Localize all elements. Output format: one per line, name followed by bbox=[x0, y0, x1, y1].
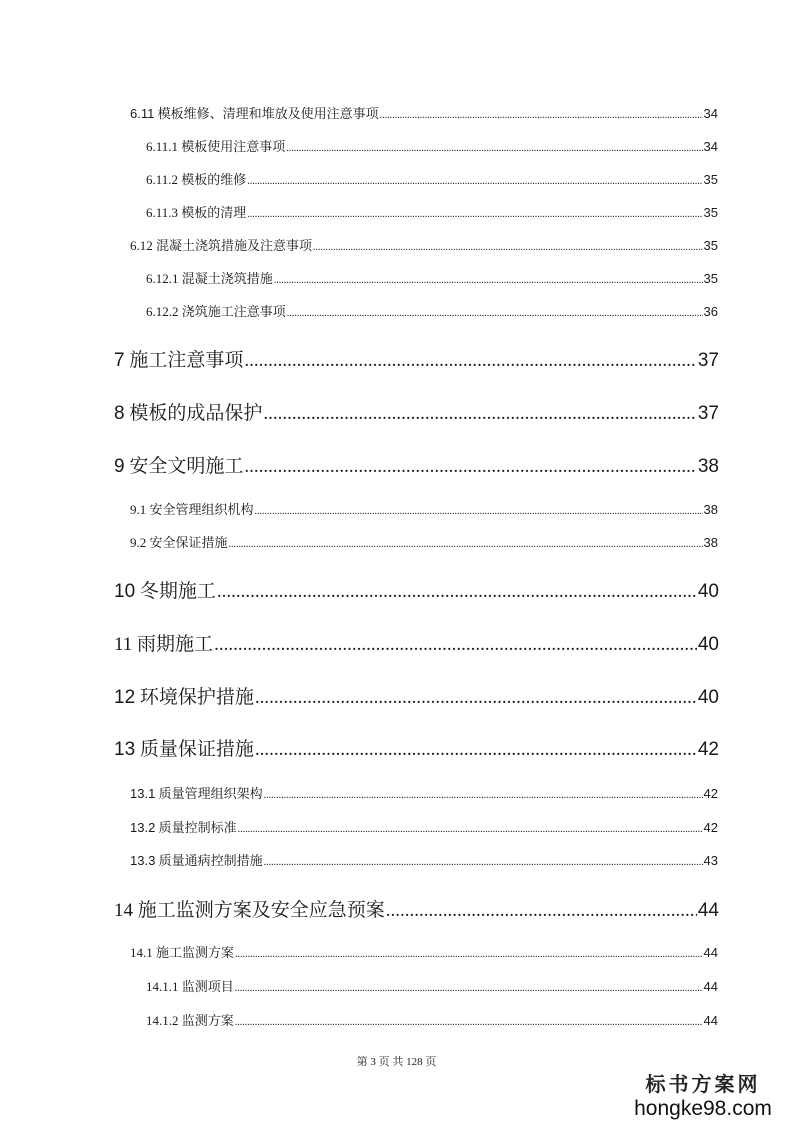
leader-dots bbox=[229, 535, 703, 551]
leader-dots bbox=[217, 581, 697, 603]
toc-entry-title: 冬期施工 bbox=[139, 581, 216, 602]
watermark-brand: 标书方案网 bbox=[645, 1074, 761, 1096]
toc-entry-title: 监测方案 bbox=[181, 1013, 234, 1028]
toc-entry[interactable] bbox=[114, 734, 719, 761]
toc-entry-page: 38 bbox=[697, 456, 719, 477]
toc-entry-number: 13.3 bbox=[130, 853, 156, 868]
toc-entry-page: 42 bbox=[703, 786, 718, 801]
toc-entry-number: 6.12.1 bbox=[146, 271, 179, 286]
toc-entry[interactable] bbox=[130, 235, 718, 254]
toc-entry[interactable] bbox=[114, 345, 719, 372]
site-watermark bbox=[623, 1068, 783, 1121]
toc-entry[interactable] bbox=[130, 103, 718, 122]
toc-entry-title: 模板的维修 bbox=[181, 172, 247, 187]
toc-entry[interactable] bbox=[114, 629, 719, 656]
toc-entry-title: 浇筑施工注意事项 bbox=[181, 304, 286, 319]
leader-dots bbox=[386, 900, 697, 922]
leader-dots bbox=[235, 945, 703, 961]
leader-dots bbox=[264, 786, 703, 802]
toc-entry-page: 38 bbox=[703, 535, 718, 550]
toc-entry[interactable] bbox=[114, 451, 719, 478]
toc-entry-title: 安全文明施工 bbox=[129, 456, 244, 477]
toc-entry-page: 43 bbox=[703, 853, 718, 868]
leader-dots bbox=[274, 271, 703, 287]
toc-entry-page: 40 bbox=[697, 687, 719, 708]
leader-dots bbox=[247, 172, 702, 188]
leader-dots bbox=[287, 304, 703, 320]
page-footer: 第 3 页 共 128 页 bbox=[356, 1056, 437, 1068]
toc-entry-page: 35 bbox=[703, 205, 718, 220]
toc-entry-number: 14.1.1 bbox=[146, 979, 179, 994]
toc-entry-page: 44 bbox=[703, 1013, 718, 1028]
toc-entry[interactable] bbox=[114, 576, 719, 603]
leader-dots bbox=[235, 979, 703, 995]
toc-entry[interactable] bbox=[130, 783, 718, 802]
toc-entry-number: 10 bbox=[114, 581, 136, 602]
toc-entry-title: 监测项目 bbox=[181, 979, 234, 994]
toc-entry[interactable] bbox=[146, 136, 718, 155]
toc-entry-page: 38 bbox=[703, 502, 718, 517]
toc-entry[interactable] bbox=[130, 850, 718, 869]
toc-entry-title: 模板使用注意事项 bbox=[181, 139, 286, 154]
leader-dots bbox=[313, 238, 703, 254]
toc-entry-page: 40 bbox=[697, 634, 719, 655]
toc-entry[interactable] bbox=[146, 202, 718, 221]
toc-entry-number: 14 bbox=[114, 900, 133, 921]
toc-entry-number: 13.1 bbox=[130, 786, 156, 801]
toc-entry-page: 34 bbox=[703, 139, 718, 154]
leader-dots bbox=[380, 106, 703, 122]
leader-dots bbox=[235, 1013, 703, 1029]
toc-entry[interactable] bbox=[114, 682, 719, 709]
toc-entry-title: 环境保护措施 bbox=[139, 687, 254, 708]
toc-entry-number: 6.12 bbox=[130, 238, 153, 253]
toc-entry-title: 混凝土浇筑措施及注意事项 bbox=[156, 238, 313, 253]
toc-entry-number: 6.11.3 bbox=[146, 205, 179, 220]
toc-entry-title: 质量控制标准 bbox=[158, 820, 237, 835]
toc-entry-number: 9.1 bbox=[130, 502, 147, 517]
toc-entry-title: 模板的成品保护 bbox=[129, 403, 263, 424]
toc-entry[interactable] bbox=[114, 895, 719, 922]
toc-entry-title: 模板的清理 bbox=[181, 205, 247, 220]
toc-entry-page: 42 bbox=[697, 739, 719, 760]
toc-entry-page: 37 bbox=[697, 350, 719, 371]
toc-entry-number: 6.11.2 bbox=[146, 172, 179, 187]
leader-dots bbox=[238, 820, 703, 836]
toc-entry-title: 质量管理组织架构 bbox=[158, 786, 263, 801]
toc-entry-title: 安全管理组织机构 bbox=[149, 502, 254, 517]
toc-entry-title: 安全保证措施 bbox=[149, 535, 228, 550]
leader-dots bbox=[244, 456, 697, 478]
toc-entry-number: 14.1.2 bbox=[146, 1013, 179, 1028]
toc-entry[interactable] bbox=[146, 268, 718, 287]
toc-entry-number: 7 bbox=[114, 350, 125, 371]
leader-dots bbox=[244, 350, 697, 372]
toc-entry-page: 44 bbox=[703, 979, 718, 994]
leader-dots bbox=[247, 205, 702, 221]
leader-dots bbox=[264, 853, 703, 869]
toc-entry-number: 9.2 bbox=[130, 535, 147, 550]
toc-entry-number: 8 bbox=[114, 403, 125, 424]
toc-entry[interactable] bbox=[146, 169, 718, 188]
toc-entry-page: 35 bbox=[703, 271, 718, 286]
toc-entry-number: 13 bbox=[114, 739, 136, 760]
toc-entry-title: 施工注意事项 bbox=[129, 350, 244, 371]
toc-entry-page: 44 bbox=[697, 900, 719, 921]
leader-dots bbox=[263, 403, 697, 425]
toc-entry[interactable] bbox=[146, 1010, 718, 1029]
leader-dots bbox=[214, 634, 697, 656]
toc-entry[interactable] bbox=[146, 976, 718, 995]
leader-dots bbox=[255, 502, 703, 518]
toc-entry-page: 40 bbox=[697, 581, 719, 602]
toc-entry-number: 14.1 bbox=[130, 945, 153, 960]
toc-entry-number: 6.12.2 bbox=[146, 304, 179, 319]
toc-entry[interactable] bbox=[146, 301, 718, 320]
toc-entry-title: 质量保证措施 bbox=[139, 739, 254, 760]
toc-entry-number: 9 bbox=[114, 456, 125, 477]
watermark-url: hongke98.com bbox=[634, 1097, 772, 1120]
toc-entry-page: 44 bbox=[703, 945, 718, 960]
toc-entry-page: 42 bbox=[703, 820, 718, 835]
toc-entry-page: 35 bbox=[703, 172, 718, 187]
toc-entry-page: 37 bbox=[697, 403, 719, 424]
toc-entry[interactable] bbox=[130, 499, 718, 518]
toc-entry-page: 36 bbox=[703, 304, 718, 319]
toc-entry[interactable] bbox=[130, 532, 718, 551]
leader-dots bbox=[255, 739, 697, 761]
toc-entry[interactable] bbox=[130, 817, 718, 836]
toc-entry-number: 13.2 bbox=[130, 820, 156, 835]
toc-entry-title: 施工监测方案 bbox=[156, 945, 235, 960]
toc-entry-title: 质量通病控制措施 bbox=[158, 853, 263, 868]
toc-entry-number: 6.11.1 bbox=[146, 139, 179, 154]
toc-entry-number: 6.11 bbox=[130, 106, 155, 121]
toc-entry-title: 混凝土浇筑措施 bbox=[181, 271, 273, 286]
toc-entry-title: 雨期施工 bbox=[137, 634, 214, 655]
toc-entry-page: 35 bbox=[703, 238, 718, 253]
toc-entry[interactable] bbox=[114, 398, 719, 425]
toc-entry-title: 施工监测方案及安全应急预案 bbox=[137, 900, 385, 921]
leader-dots bbox=[255, 687, 697, 709]
toc-entry-number: 11 bbox=[114, 634, 133, 655]
leader-dots bbox=[286, 139, 702, 155]
toc-entry-title: 模板维修、清理和堆放及使用注意事项 bbox=[157, 106, 379, 121]
toc-entry-number: 12 bbox=[114, 687, 136, 708]
toc-entry[interactable] bbox=[130, 942, 718, 961]
toc-entry-page: 34 bbox=[703, 106, 718, 121]
